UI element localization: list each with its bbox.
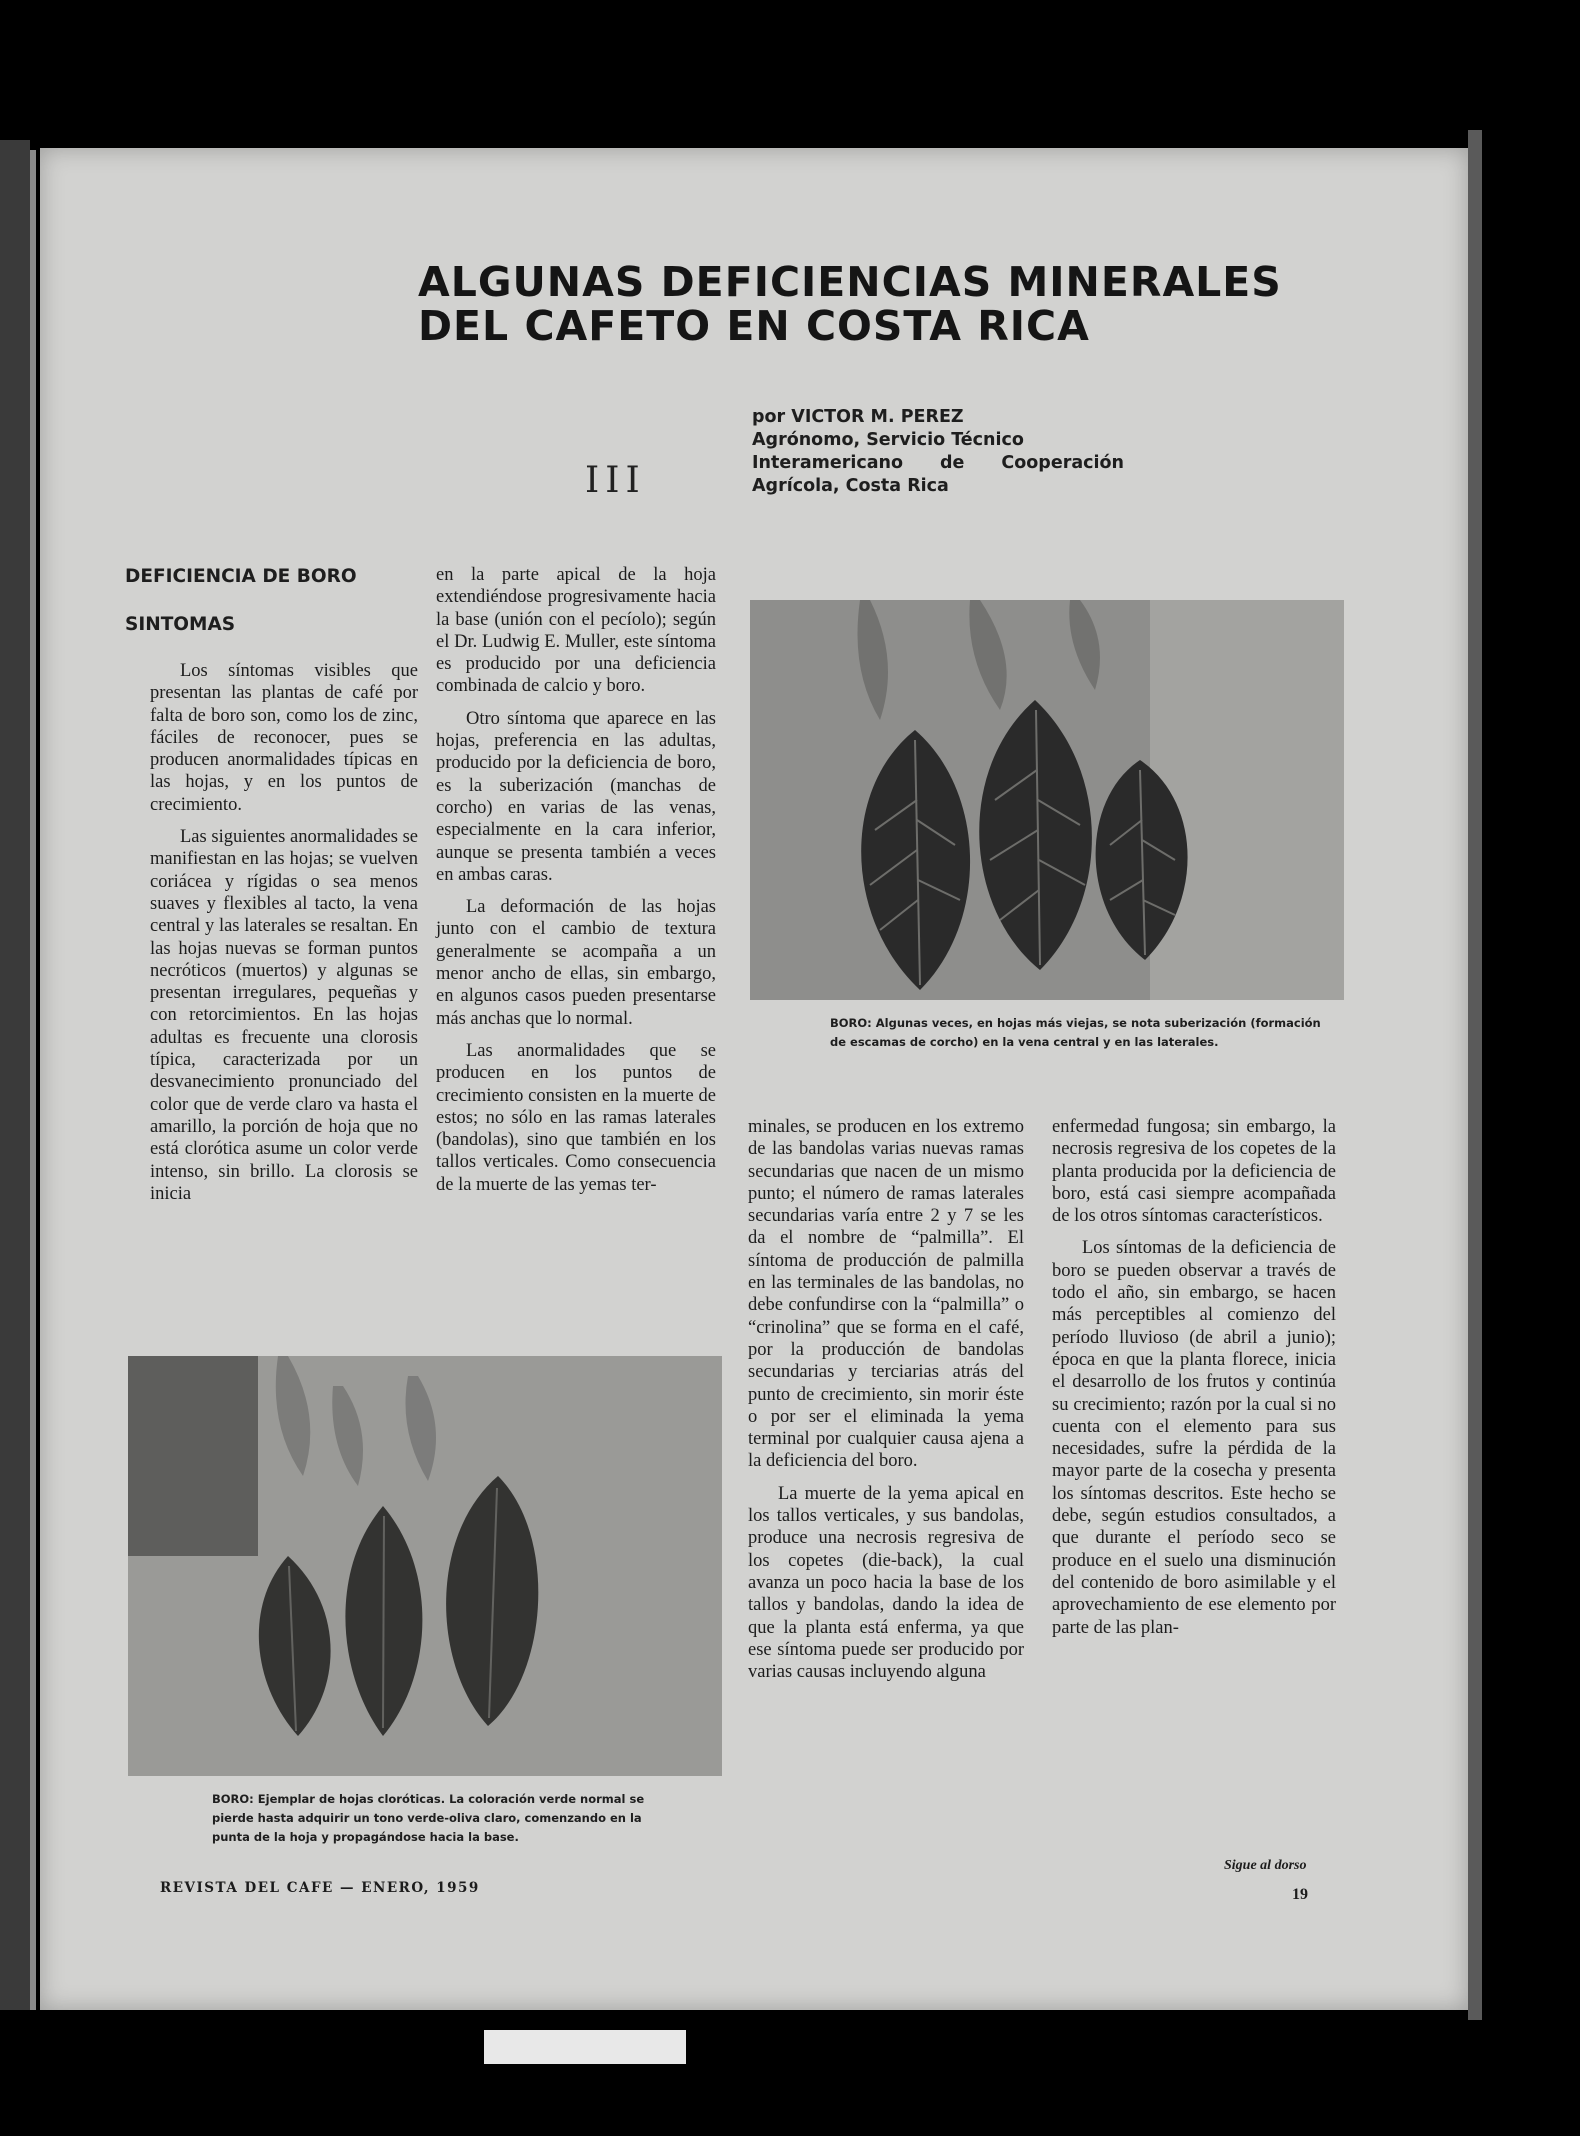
article-title xyxy=(418,260,1282,348)
boron-leaves-photo-top xyxy=(750,600,1344,1000)
continue-note: Sigue al dorso xyxy=(1224,1858,1307,1873)
text-column-2 xyxy=(436,564,716,1206)
photo-caption-top: BORO: Algunas veces, en hojas más viejas, se nota suberización (formación de escamas de corcho) en la vena central y en las laterales. xyxy=(830,1016,1321,1049)
chlorotic-leaves-image xyxy=(128,1356,722,1776)
byline-location: Agrícola, Costa Rica xyxy=(752,476,949,496)
text-column-3 xyxy=(748,1116,1024,1693)
section-heading: DEFICIENCIA DE BORO xyxy=(125,566,357,587)
paragraph: La deformación de las hojas junto con el cambio de textura generalmente se acompaña a un menor ancho de ellas, sin embargo, en algunos casos pueden presentarse más anchas que lo normal. xyxy=(436,897,716,1029)
boron-leaves-photo-bottom xyxy=(128,1356,722,1776)
magazine-page xyxy=(40,148,1468,2010)
paragraph: Las siguientes anormalidades se manifiestan en las hojas; se vuelven coriácea y rígidas o sea menos suaves y flexibles al tacto, la vena central y las laterales se resaltan. En las hojas nuevas se forman puntos necróticos (muertos) y algunas se presentan irregulares, pequeñas y con retorcimientos. En las hojas adultas es frecuente una clorosis típica, caracterizada por un desvanecimiento pronunciado del color que de verde claro va hasta el amarillo, la porción de hoja que no está clorótica asume un color verde intenso, sin brillo. La clorosis se inicia xyxy=(150,827,418,1204)
part-number: III xyxy=(585,460,646,501)
magazine-footer: REVISTA DEL CAFE — ENERO, 1959 xyxy=(160,1880,480,1896)
text-column-4 xyxy=(1052,1116,1336,1649)
leaves-photo-image xyxy=(750,600,1344,1000)
subsection-heading: SINTOMAS xyxy=(125,614,236,635)
page-edge-right xyxy=(1468,130,1482,2020)
paragraph: en la parte apical de la hoja extendiéndose progresivamente hacia la base (unión con el pecíolo); según el Dr. Ludwig E. Muller, este síntoma es producido por una deficiencia combinada de calcio y boro. xyxy=(436,565,716,697)
paragraph: enfermedad fungosa; sin embargo, la necrosis regresiva de los copetes de la planta producida por la deficiencia de boro, está casi siempre acompañada de los otros síntomas característicos. xyxy=(1052,1117,1336,1227)
byline-organization: Interamericano de Cooperación xyxy=(752,453,1124,473)
paragraph: minales, se producen en los extremo de las bandolas varias nuevas ramas secundarias que nacen de un mismo punto; el número de ramas laterales secundarias varía entre 2 y 7 se les da el nombre de “palmilla”. El síntoma de producción de palmilla en las terminales de las bandolas, no debe confundirse con la “palmilla” o “crinolina” que se forma en el café, por la producción de bandolas secundarias y terciarias atrás del punto de crecimiento, sin morir éste o por ser el eliminada la yema terminal por cualquier causa ajena a la deficiencia del boro. xyxy=(748,1117,1024,1472)
book-spine xyxy=(0,140,30,2010)
article-title-line-2: DEL CAFETO EN COSTA RICA xyxy=(418,302,1090,350)
archive-label-strip xyxy=(484,2030,686,2064)
paragraph: Las anormalidades que se producen en los puntos de crecimiento consisten en la muerte de estos; no sólo en las ramas laterales (bandolas), sino que también en los tallos verticales. Como consecuencia de la muerte de las yemas ter- xyxy=(436,1040,716,1195)
author-byline xyxy=(752,406,1124,498)
photo-caption-bottom: BORO: Ejemplar de hojas cloróticas. La coloración verde normal se pierde hasta adquirir un tono verde-oliva claro, comenzando en la punta de la hoja y propagándose hacia la base. xyxy=(212,1792,645,1844)
paragraph: Los síntomas de la deficiencia de boro se pueden observar a través de todo el año, sin embargo, se hacen más perceptibles al comienzo del período lluvioso (de abril a junio); época en que la planta florece, inicia el desarrollo de los frutos y continúa su crecimiento; razón por la cual si no cuenta con el elemento para sus necesidades, sufre la pérdida de la mayor parte de la cosecha y presenta los síntomas descritos. Este hecho se debe, según estudios consultados, a que durante el período seco se produce en el suelo una disminución del contenido de boro asimilable y el aprovechamiento de ese elemento por parte de las plan- xyxy=(1052,1238,1336,1638)
text-column-1 xyxy=(150,660,418,1215)
article-title-line-1: ALGUNAS DEFICIENCIAS MINERALES xyxy=(418,258,1282,306)
paragraph: Otro síntoma que aparece en las hojas, preferencia en las adultas, producido por la deficiencia de boro, es la suberización (manchas de corcho) en varias de las venas, especialmente en la cara inferior, aunque se presenta también a veces en ambas caras. xyxy=(436,708,716,885)
byline-author: por VICTOR M. PEREZ xyxy=(752,407,964,427)
paragraph: La muerte de la yema apical en los tallos verticales, y sus bandolas, produce una necrosis regresiva de los copetes (die-back), la cual avanza un poco hacia la base de los tallos y bandolas, dando la idea de que la planta está enferma, ya que ese síntoma puede ser producido por varias causas incluyendo alguna xyxy=(748,1483,1024,1683)
paragraph: Los síntomas visibles que presentan las plantas de café por falta de boro son, como los de zinc, fáciles de reconocer, pues se producen anormalidades típicas en las hojas, y en los puntos de crecimiento. xyxy=(150,661,418,815)
page-edge xyxy=(30,150,36,2010)
page-number: 19 xyxy=(1292,1886,1308,1903)
byline-role: Agrónomo, Servicio Técnico xyxy=(752,430,1024,450)
